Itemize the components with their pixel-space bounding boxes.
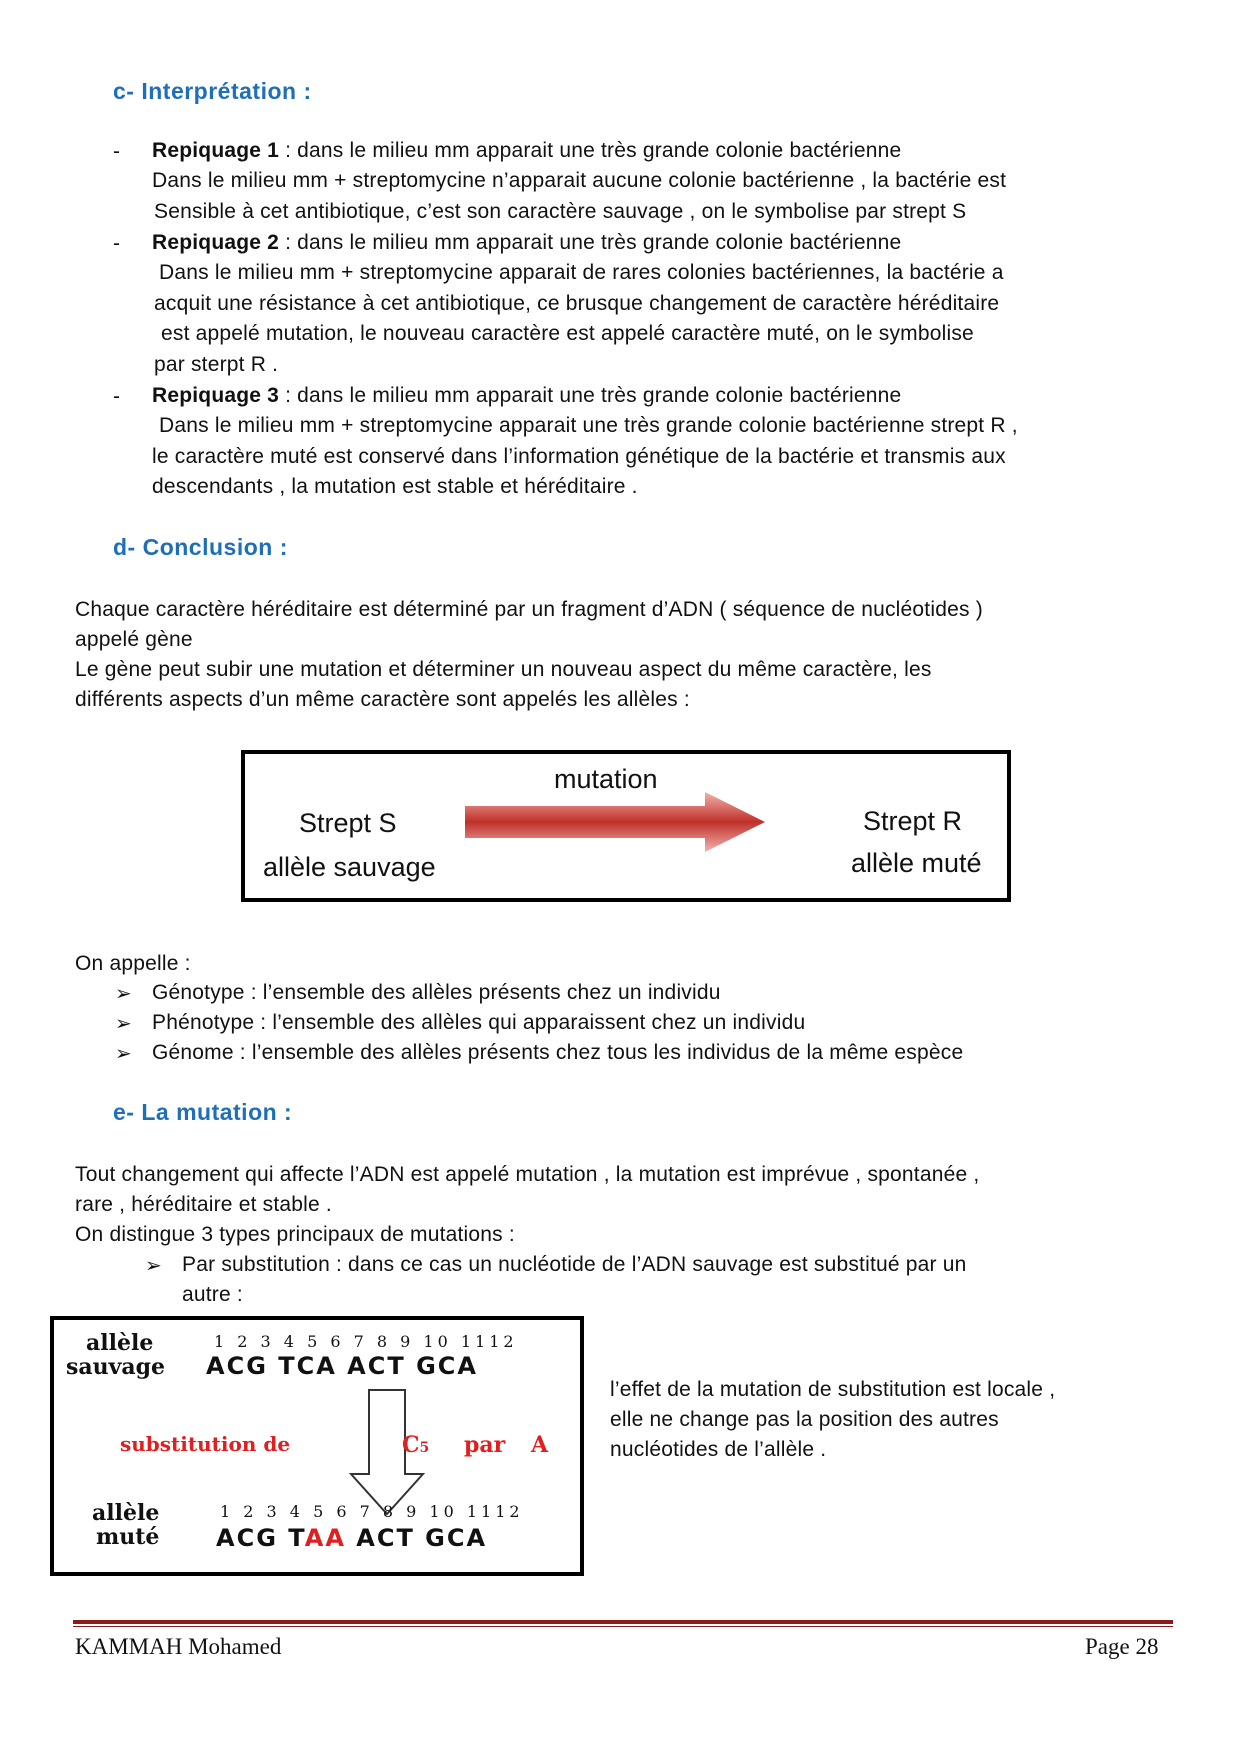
footer-rule — [73, 1620, 1173, 1624]
mutation-figure — [241, 750, 1011, 902]
repiquage-2-line-4: est appelé mutation, le nouveau caractère est appelé caractère muté, on le symbolise — [161, 322, 974, 345]
arrow-bullet-icon: ➢ — [145, 1255, 162, 1277]
repiquage-3-text: : dans le milieu mm apparait une très grande colonie bactérienne — [279, 384, 902, 407]
mutation-line-3: On distingue 3 types principaux de mutations : — [75, 1223, 515, 1246]
substitution-from — [402, 1432, 429, 1458]
mutation-arrow — [465, 792, 775, 852]
substitution-par: par — [464, 1432, 506, 1458]
definition-genome: Génome : l’ensemble des allèles présents chez tous les individus de la même espèce — [152, 1041, 964, 1064]
repiquage-2-label: Repiquage 2 — [152, 231, 280, 254]
arrow-bullet-icon: ➢ — [115, 1043, 132, 1065]
footer-page-number: Page 28 — [1085, 1634, 1159, 1659]
repiquage-2-line-5: par sterpt R . — [154, 353, 279, 376]
wild-sequence: ACG TCA ACT GCA — [206, 1352, 478, 1380]
substitution-note-line-1: l’effet de la mutation de substitution est locale , — [610, 1378, 1056, 1401]
wild-nucleotide-numbers: 1 2 3 4 5 6 7 8 9 10 1112 — [214, 1332, 518, 1351]
allele-sauvage-label: allèle sauvage — [263, 852, 436, 882]
mutation-line-2: rare , héréditaire et stable . — [75, 1193, 332, 1216]
repiquage-2-text: : dans le milieu mm apparait une très grande colonie bactérienne — [279, 231, 902, 254]
substitution-to: A — [531, 1432, 549, 1458]
repiquage-3-line-3: le caractère muté est conservé dans l’information génétique de la bactérie et transmis aux — [152, 445, 1006, 468]
mutant-seq-changed: AA — [304, 1524, 346, 1552]
conclusion-line-3: Le gène peut subir une mutation et déterminer un nouveau aspect du même caractère, les — [75, 658, 932, 681]
substitution-line-1: Par substitution : dans ce cas un nucléotide de l’ADN sauvage est substitué par un — [182, 1253, 967, 1276]
definitions-intro: On appelle : — [75, 952, 191, 975]
repiquage-1-line-3: Sensible à cet antibiotique, c’est son caractère sauvage , on le symbolise par strept S — [154, 200, 967, 223]
substitution-note-line-3: nucléotides de l’allèle . — [610, 1438, 827, 1461]
mutant-seq-part-1: ACG T — [216, 1524, 305, 1552]
repiquage-2-line-2: Dans le milieu mm + streptomycine apparait de rares colonies bactériennes, la bactérie a — [159, 261, 1004, 284]
heading-conclusion: d- Conclusion : — [113, 534, 288, 560]
mutation-line-1: Tout changement qui affecte l’ADN est appelé mutation , la mutation est imprévue , spontanée , — [75, 1163, 980, 1186]
heading-interpretation: c- Interprétation : — [113, 78, 312, 104]
repiquage-3-line-4: descendants , la mutation est stable et héréditaire . — [152, 475, 638, 498]
repiquage-1-text: : dans le milieu mm apparait une très grande colonie bactérienne — [279, 139, 902, 162]
substitution-figure — [50, 1316, 584, 1576]
strept-s-label: Strept S — [299, 808, 397, 838]
repiquage-1-line-2: Dans le milieu mm + streptomycine n’apparait aucune colonie bactérienne , la bactérie est — [152, 169, 1007, 192]
mutant-allele-label-2: muté — [96, 1524, 160, 1550]
arrow-bullet-icon: ➢ — [115, 1013, 132, 1035]
arrow-bullet-icon: ➢ — [115, 983, 132, 1005]
bullet-dash: - — [113, 385, 120, 408]
wild-allele-label-2: sauvage — [66, 1354, 166, 1380]
conclusion-line-1: Chaque caractère héréditaire est déterminé par un fragment d’ADN ( séquence de nucléotides ) — [75, 598, 983, 621]
repiquage-2-line-3: acquit une résistance à cet antibiotique, ce brusque changement de caractère héréditaire — [154, 292, 1000, 315]
repiquage-3-line-2: Dans le milieu mm + streptomycine apparait une très grande colonie bactérienne strept R , — [159, 414, 1018, 437]
repiquage-3-line-1 — [152, 381, 901, 411]
heading-la-mutation: e- La mutation : — [113, 1099, 293, 1125]
repiquage-3-label: Repiquage 3 — [152, 384, 280, 407]
repiquage-1-line-1 — [152, 136, 901, 166]
substituted-position: 5 — [419, 1440, 430, 1456]
allele-mute-label: allèle muté — [851, 848, 982, 878]
definition-phenotype: Phénotype : l’ensemble des allèles qui apparaissent chez un individu — [152, 1011, 806, 1034]
wild-allele-label-1: allèle — [86, 1330, 154, 1356]
substituted-nucleotide: C — [402, 1432, 420, 1458]
conclusion-line-2: appelé gène — [75, 628, 193, 651]
repiquage-2-line-1 — [152, 228, 901, 258]
mutant-sequence — [216, 1524, 487, 1552]
footer-rule-thin — [73, 1626, 1173, 1627]
mutant-seq-part-2: ACT GCA — [345, 1524, 488, 1552]
substitution-label: substitution de — [120, 1432, 291, 1456]
mutant-allele-label-1: allèle — [92, 1500, 160, 1526]
substitution-line-2: autre : — [182, 1283, 243, 1306]
strept-r-label: Strept R — [863, 806, 963, 836]
conclusion-line-4: différents aspects d’un même caractère sont appelés les allèles : — [75, 688, 690, 711]
mutation-arrow-label: mutation — [554, 764, 658, 794]
footer-author: KAMMAH Mohamed — [75, 1634, 282, 1659]
substitution-note-line-2: elle ne change pas la position des autres — [610, 1408, 999, 1431]
bullet-dash: - — [113, 232, 120, 255]
mutant-nucleotide-numbers: 1 2 3 4 5 6 7 8 9 10 1112 — [220, 1502, 524, 1521]
bullet-dash: - — [113, 140, 120, 163]
repiquage-1-label: Repiquage 1 — [152, 139, 280, 162]
definition-genotype: Génotype : l’ensemble des allèles présents chez un individu — [152, 981, 721, 1004]
